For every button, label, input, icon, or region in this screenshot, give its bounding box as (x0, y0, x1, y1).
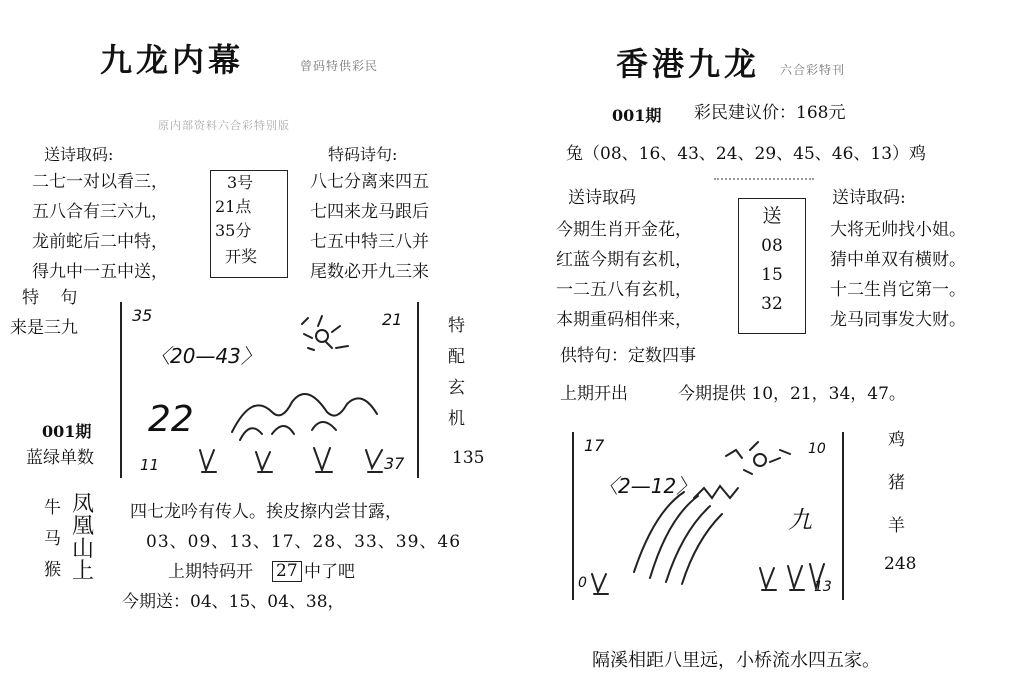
dotted-divider (714, 178, 814, 180)
right-number-box (738, 198, 806, 334)
left-poem-line: 得九中一五中送， (32, 262, 168, 282)
right-poem-right-line: 十二生肖它第一。 (830, 280, 966, 300)
sketch-row: 〈20—43〉 (150, 344, 261, 368)
right-animal-column (888, 432, 905, 535)
left-sketch-box (120, 302, 419, 478)
side-label-39: 来是三九 (10, 318, 78, 338)
left-issue: 001期 (42, 422, 92, 441)
box-number: 15 (761, 265, 783, 285)
right-last-prev: 上期开出 (560, 384, 628, 404)
right-sketch-box (572, 432, 844, 600)
draw-hour: 21点 (215, 197, 252, 216)
sketch-num-bl: 11 (140, 456, 160, 474)
last-result-number: 27 (272, 561, 302, 582)
last-result-prefix: 上期特码开 (168, 562, 253, 582)
right-poem-left-line: 本期重码相伴来， (556, 310, 692, 330)
left-poem-header: 送诗取码: (44, 145, 114, 164)
sketch-num-br: 37 (384, 454, 405, 473)
right-poem-header-right: 送诗取码: (832, 188, 906, 208)
right-number-box-list (739, 207, 805, 313)
animal-pig: 猪 (888, 473, 905, 493)
box-number: 32 (761, 294, 783, 314)
right-sketch-num-br: 13 (814, 579, 832, 595)
right-sketch-zero: 0 (578, 575, 587, 591)
right-poem-right-line: 大将无帅找小姐。 (830, 220, 966, 240)
right-price: 彩民建议价：168元 (694, 103, 846, 123)
left-subtitle: 曾码特供彩民 (300, 59, 379, 73)
vertical-char: 特 (448, 316, 465, 336)
animal-rooster: 鸡 (888, 430, 905, 450)
right-sketch-num-tl: 17 (584, 436, 605, 455)
left-sketch-drawing (122, 302, 417, 478)
animal-ox: 牛 (44, 498, 61, 518)
left-poem-line: 龙前蛇后二中特， (32, 232, 168, 252)
side-label-teju: 特 句 (22, 288, 86, 308)
right-special: 供特句：定数四事 (560, 346, 696, 366)
left-verse: 四七龙吟有传人。挨皮擦内尝甘露， (130, 502, 402, 522)
right-poem-left-line: 红蓝今期有玄机， (556, 250, 692, 270)
box-number: 08 (761, 236, 783, 256)
left-numbers-line: 03、09、13、17、28、33、39、46 (146, 532, 462, 552)
left-vertical-label (448, 318, 465, 428)
right-title: 香港九龙 (616, 45, 761, 83)
teshou-line: 七四来龙马跟后 (310, 202, 429, 222)
right-footer-verse: 隔溪相距八里远，小桥流水四五家。 (592, 650, 880, 671)
draw-time-box (210, 170, 288, 278)
right-poem-right-line: 龙马同事发大财。 (830, 310, 966, 330)
right-title-faint: 六合彩特刊 (780, 63, 846, 77)
sketch-num-tr: 21 (382, 310, 403, 329)
left-send-line: 今期送：04、15、04、38， (122, 592, 345, 612)
last-result-suffix: 中了吧 (304, 562, 355, 582)
right-poem-left-line: 一二五八有玄机， (556, 280, 692, 300)
fenghuang-char: 凰 (72, 514, 95, 540)
left-faint-line: 原内部资料六合彩特别版 (158, 119, 290, 132)
vertical-char: 玄 (448, 378, 465, 398)
right-sketch-nine: 九 (788, 506, 812, 534)
sketch-num-big: 22 (148, 399, 194, 440)
teshou-line: 尾数必开九三来 (310, 262, 429, 282)
vertical-char: 机 (448, 409, 465, 429)
left-title: 九龙内幕 (100, 41, 245, 79)
animal-horse: 马 (44, 529, 61, 549)
right-zodiac-line: 兔（08、16、43、24、29、45、46、13）鸡 (566, 144, 927, 164)
draw-minute: 35分 (215, 221, 252, 240)
draw-day: 3号 (227, 173, 254, 192)
fenghuang-char: 凤 (72, 492, 95, 517)
left-poem-line: 五八合有三六九， (32, 202, 168, 222)
right-poem-right-line: 猜中单双有横财。 (830, 250, 966, 270)
animal-column (44, 500, 61, 579)
teshou-line: 七五中特三八并 (310, 232, 429, 252)
left-teshou-header: 特码诗句: (328, 145, 398, 164)
left-poem-line: 二七一对以看三， (32, 172, 168, 192)
right-sketch-row: 〈2—12〉 (598, 474, 697, 498)
sketch-num-tl: 35 (132, 306, 153, 325)
right-provide: 今期提供 10，21，34，47。 (678, 384, 906, 404)
animal-monkey: 猴 (44, 560, 61, 580)
animal-sheep: 羊 (888, 516, 905, 536)
box-song: 送 (762, 205, 782, 227)
draw-label: 开奖 (225, 247, 258, 266)
fenghuang-column (72, 494, 94, 584)
right-sketch-num-tr: 10 (808, 441, 826, 457)
right-issue: 001期 (612, 106, 662, 125)
left-issue-note: 蓝绿单数 (26, 448, 94, 468)
left-vertical-number: 135 (452, 448, 485, 468)
fenghuang-char: 山 (72, 536, 95, 562)
teshou-line: 八七分离来四五 (310, 172, 429, 192)
fenghuang-char: 上 (72, 559, 95, 585)
vertical-char: 配 (448, 347, 465, 367)
right-poem-header-left: 送诗取码 (568, 188, 636, 208)
right-poem-left-line: 今期生肖开金花， (556, 220, 692, 240)
right-side-number: 248 (884, 554, 917, 574)
